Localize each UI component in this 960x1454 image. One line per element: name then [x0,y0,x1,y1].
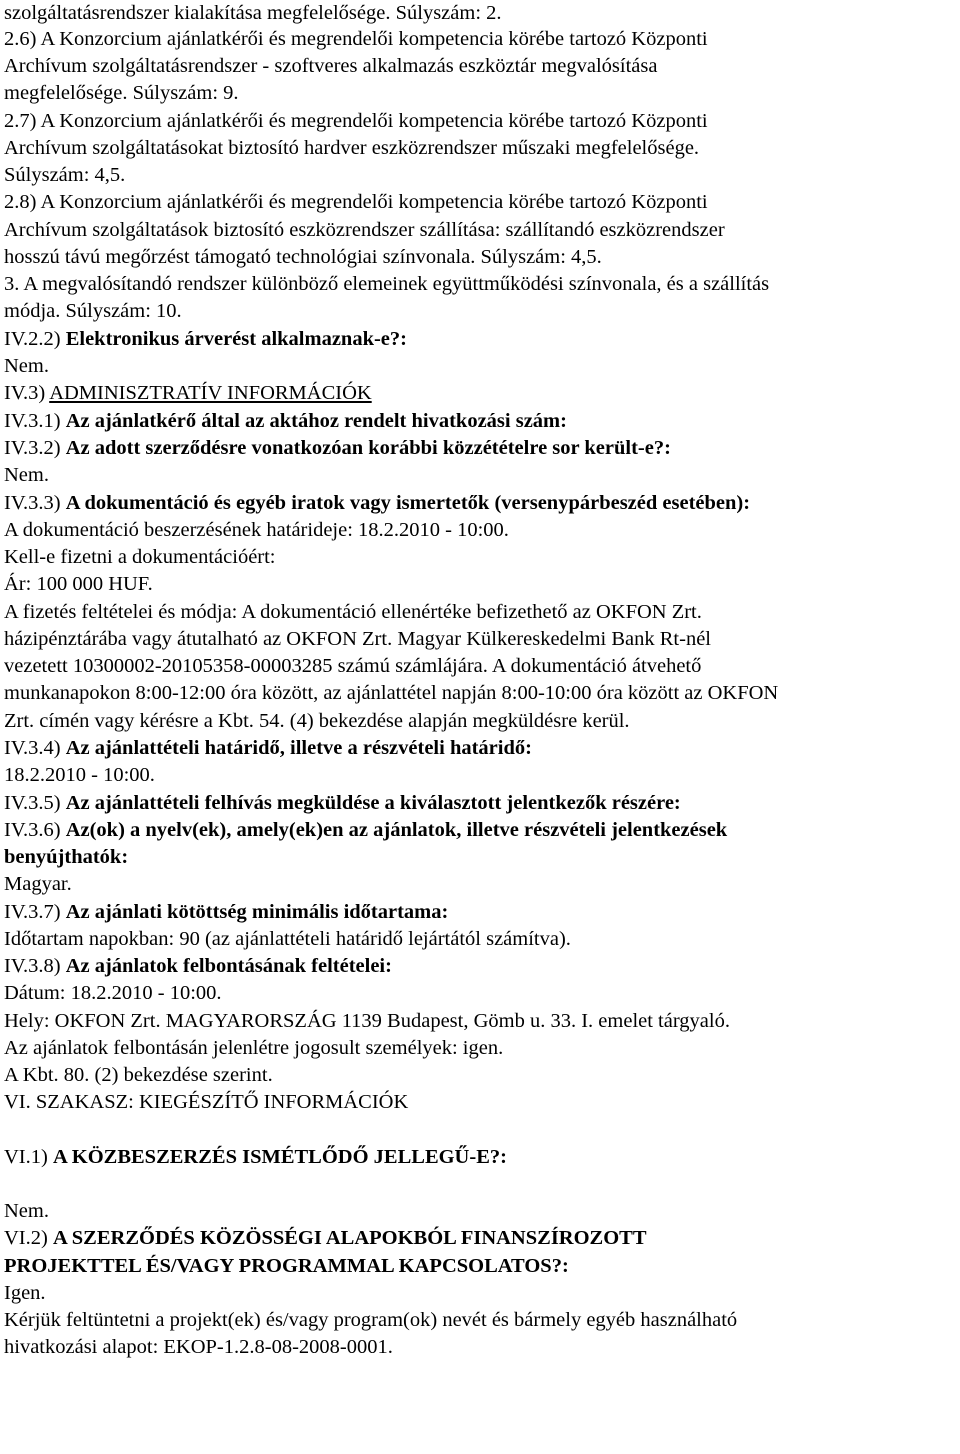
body-text: A Kbt. 80. (2) bekezdése szerint. [4,1064,273,1086]
body-text: Az ajánlatok felbontásán jelenlétre jogosult személyek: igen. [4,1037,504,1059]
text-line [4,298,182,324]
body-text: megfelelősége. Súlyszám: 9. [4,82,239,104]
text-line [4,926,571,952]
text-line [4,1307,737,1333]
text-line [4,1334,393,1360]
text-line [4,817,727,843]
bold-heading-text: Az adott szerződésre vonatkozóan korábbi közzétételre sor került-e?: [65,437,671,459]
body-text: Időtartam napokban: 90 (az ajánlattételi határidő lejártától számítva). [4,928,571,950]
body-text: 2.8) A Konzorcium ajánlatkérői és megrendelői kompetencia körébe tartozó Központi [4,191,708,213]
body-text: IV.2.2) [4,328,66,350]
bold-heading-text: benyújthatók: [4,846,129,868]
text-line [4,544,276,570]
text-line [4,1035,503,1061]
text-line [4,408,567,434]
body-text: vezetett 10300002-20105358-00003285 számú számlájára. A dokumentáció átvehető [4,655,702,677]
body-text: IV.3.8) [4,955,66,977]
body-text: VI.2) [4,1227,53,1249]
text-line [4,571,153,597]
text-line [4,708,630,734]
text-line [4,899,448,925]
body-text: Zrt. címén vagy kérésre a Kbt. 54. (4) bekezdése alapján megküldésre kerül. [4,710,630,732]
body-text: módja. Súlyszám: 10. [4,300,182,322]
body-text: IV.3.6) [4,819,66,841]
bold-heading-text: Az ajánlattételi határidő, illetve a részvételi határidő: [65,737,532,759]
bold-heading-text: Az(ok) a nyelv(ek), amely(ek)en az ajánlatok, illetve részvételi jelentkezések [65,819,728,841]
bold-heading-text: A KÖZBESZERZÉS ISMÉTLŐDŐ JELLEGŰ-E?: [52,1146,507,1168]
body-text: munkanapokon 8:00-12:00 óra között, az ajánlattétel napján 8:00-10:00 óra között az OKFON [4,682,779,704]
body-text: Archívum szolgáltatásrendszer - szoftveres alkalmazás eszköztár megvalósítása [4,55,658,77]
text-line [4,162,125,188]
bold-heading-text: PROJEKTTEL ÉS/VAGY PROGRAMMAL KAPCSOLATOS?: [4,1255,569,1277]
text-line [4,435,671,461]
body-text: Nem. [4,355,49,377]
body-text: Archívum szolgáltatásokat biztosító hardver eszközrendszer műszaki megfelelősége. [4,137,700,159]
text-line [4,626,711,652]
body-text: 18.2.2010 - 10:00. [4,764,155,786]
text-line [4,871,72,897]
body-text: IV.3.5) [4,792,66,814]
text-line [4,53,657,79]
body-text: 2.6) A Konzorcium ajánlatkérői és megrendelői kompetencia körébe tartozó Központi [4,28,708,50]
text-line [4,1225,647,1251]
body-text: 2.7) A Konzorcium ajánlatkérői és megrendelői kompetencia körébe tartozó Központi [4,110,708,132]
body-text: IV.3.3) [4,492,66,514]
body-text: Dátum: 18.2.2010 - 10:00. [4,982,222,1004]
body-text: Kell-e fizetni a dokumentációért: [4,546,276,568]
body-text: IV.3.7) [4,901,66,923]
text-line [4,189,708,215]
body-text: IV.3.1) [4,410,66,432]
body-text: IV.3.4) [4,737,66,759]
bold-heading-text: Elektronikus árverést alkalmaznak-e?: [65,328,407,350]
text-line [4,353,49,379]
text-line [4,980,222,1006]
body-text: Kérjük feltüntetni a projekt(ek) és/vagy program(ok) nevét és bármely egyéb használható [4,1309,738,1331]
bold-heading-text: Az ajánlatkérő által az aktához rendelt hivatkozási szám: [65,410,567,432]
body-text: IV.3.2) [4,437,66,459]
text-line [4,1008,730,1034]
body-text: Archívum szolgáltatások biztosító eszközrendszer szállítása: szállítandó eszközrendszer [4,219,725,241]
text-line [4,1253,569,1279]
text-line [4,735,532,761]
body-text: VI.1) [4,1146,53,1168]
body-text: A fizetés feltételei és módja: A dokumentáció ellenértéke befizethető az OKFON Zrt. [4,601,702,623]
text-line [4,0,502,26]
text-line [4,1280,46,1306]
text-line [4,680,778,706]
text-line [4,599,702,625]
text-line [4,1144,507,1170]
body-text: VI. SZAKASZ: KIEGÉSZÍTŐ INFORMÁCIÓK [4,1091,409,1113]
text-line [4,1089,408,1115]
body-text: Ár: 100 000 HUF. [4,573,153,595]
body-text: házipénztárába vagy átutalható az OKFON Zrt. Magyar Külkereskedelmi Bank Rt-nél [4,628,711,650]
text-line [4,517,509,543]
text-line [4,490,750,516]
text-line [4,1198,49,1224]
body-text: IV.3) [4,382,50,404]
body-text: Nem. [4,1200,49,1222]
text-line [4,135,699,161]
body-text: hosszú távú megőrzést támogató technológiai színvonala. Súlyszám: 4,5. [4,246,602,268]
text-line [4,108,708,134]
text-line [4,80,239,106]
bold-heading-text: A SZERZŐDÉS KÖZÖSSÉGI ALAPOKBÓL FINANSZÍROZOTT [52,1227,647,1249]
text-line [4,462,49,488]
text-line [4,380,372,406]
body-text: A dokumentáció beszerzésének határideje: 18.2.2010 - 10:00. [4,519,509,541]
body-text: Igen. [4,1282,46,1304]
body-text: szolgáltatásrendszer kialakítása megfelelősége. Súlyszám: 2. [4,2,502,24]
underlined-heading-text: ADMINISZTRATÍV INFORMÁCIÓK [49,382,372,404]
body-text: hivatkozási alapot: EKOP-1.2.8-08-2008-0001. [4,1336,393,1358]
text-line [4,1062,273,1088]
text-line [4,762,155,788]
body-text: Nem. [4,464,49,486]
text-line [4,217,725,243]
text-line [4,844,128,870]
body-text: Hely: OKFON Zrt. MAGYARORSZÁG 1139 Budapest, Gömb u. 33. I. emelet tárgyaló. [4,1010,730,1032]
text-line [4,244,602,270]
body-text: Magyar. [4,873,72,895]
text-line [4,271,769,297]
bold-heading-text: Az ajánlati kötöttség minimális időtartama: [65,901,449,923]
text-line [4,790,681,816]
body-text: 3. A megvalósítandó rendszer különböző elemeinek együttműködési színvonala, és a szállítás [4,273,770,295]
text-line [4,653,701,679]
text-line [4,326,407,352]
bold-heading-text: Az ajánlattételi felhívás megküldése a kiválasztott jelentkezők részére: [65,792,681,814]
text-line [4,953,392,979]
text-line [4,26,708,52]
body-text: Súlyszám: 4,5. [4,164,126,186]
bold-heading-text: Az ajánlatok felbontásának feltételei: [65,955,392,977]
bold-heading-text: A dokumentáció és egyéb iratok vagy ismertetők (versenypárbeszéd esetében): [65,492,751,514]
